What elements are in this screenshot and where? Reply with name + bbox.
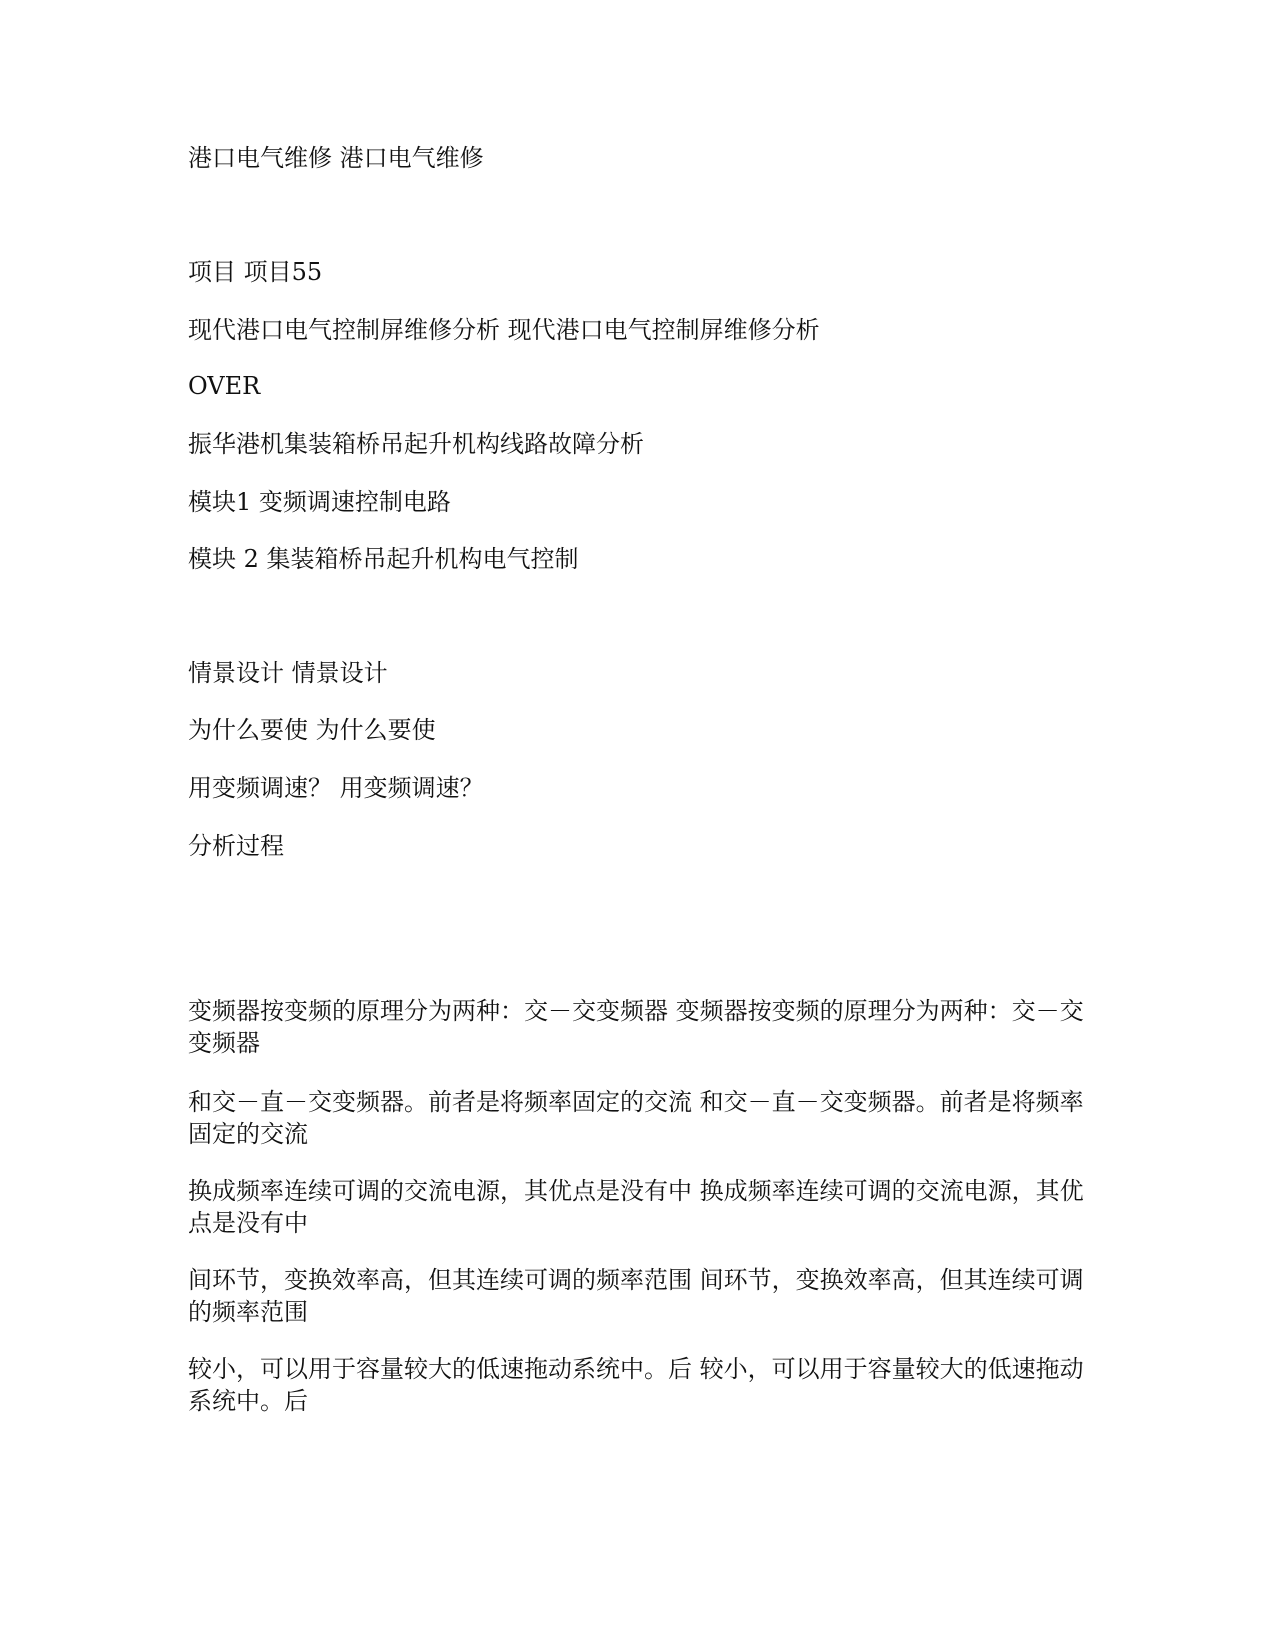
paragraph-line-3: 换成频率连续可调的交流电源，其优点是没有中 换成频率连续可调的交流电源，其优点是没有中 [188, 1177, 1084, 1237]
fault-analysis-title: 振华港机集装箱桥吊起升机构线路故障分析 [188, 430, 644, 458]
project-title: 现代港口电气控制屏维修分析 现代港口电气控制屏维修分析 [188, 316, 820, 344]
paragraph-line-1: 变频器按变频的原理分为两种：交－交变频器 变频器按变频的原理分为两种：交－交变频器 [188, 997, 1084, 1057]
module-2-title: 模块 2 集装箱桥吊起升机构电气控制 [188, 545, 579, 573]
over-label: OVER [188, 372, 261, 400]
scenario-design-label: 情景设计 情景设计 [188, 659, 388, 687]
paragraph-line-5: 较小，可以用于容量较大的低速拖动系统中。后 较小，可以用于容量较大的低速拖动系统中。后 [188, 1355, 1084, 1415]
paragraph-line-2: 和交－直－交变频器。前者是将频率固定的交流 和交－直－交变频器。前者是将频率固定的交流 [188, 1088, 1084, 1148]
why-use-line: 为什么要使 为什么要使 [188, 716, 436, 744]
project-label: 项目 项目55 [188, 258, 323, 286]
variable-frequency-question: 用变频调速？ 用变频调速？ [188, 774, 484, 802]
paragraph-line-4: 间环节，变换效率高，但其连续可调的频率范围 间环节，变换效率高，但其连续可调的频率范围 [188, 1266, 1084, 1326]
module-1-title: 模块1 变频调速控制电路 [188, 488, 451, 516]
heading-port-electrical-repair: 港口电气维修 港口电气维修 [188, 144, 484, 172]
analysis-process-label: 分析过程 [188, 832, 284, 860]
